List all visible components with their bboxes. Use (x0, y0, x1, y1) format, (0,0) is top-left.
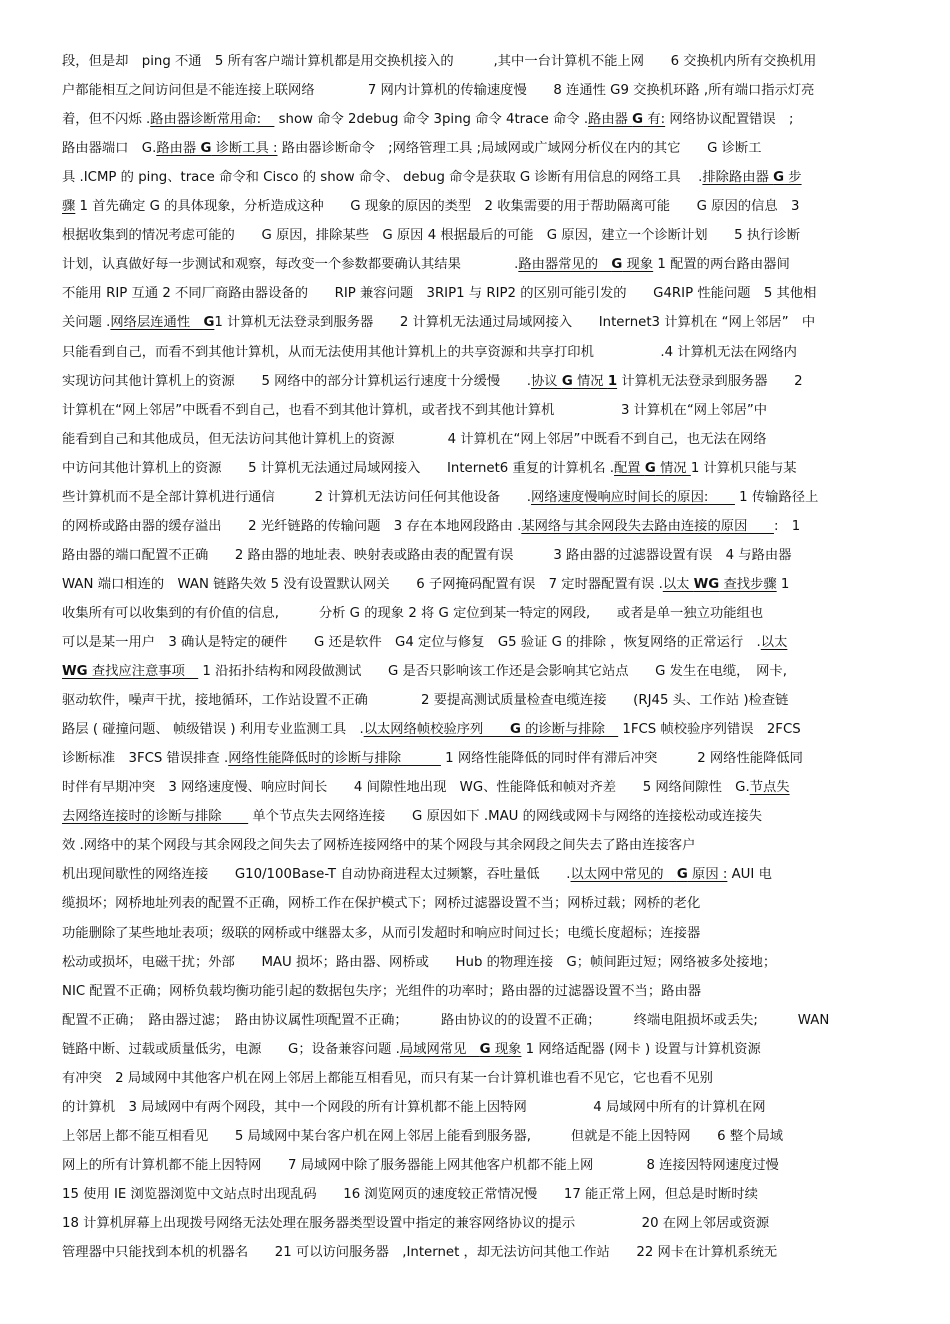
body-text: 具 .ICMP 的 ping、trace 命令和 Cisco 的 show 命令、 debug 命令是获取 G 诊断有用信息的网络工具 . (62, 170, 703, 185)
body-text: show 命令 2debug 命令 3ping 命令 4trace 命令 . (274, 112, 589, 127)
body-text: 1 (776, 577, 790, 592)
text-line (62, 1214, 880, 1234)
text-line (62, 459, 880, 479)
underlined-heading-text: 网络层连通性 (110, 315, 204, 330)
body-text: 路由器的端口配置不正确 2 路由器的地址表、映射表或路由表的配置有误 3 路由器的过滤器设置有误 4 与路由器 (62, 548, 792, 563)
underlined-heading-text: 网络速度慢响应时间长的原因: (531, 490, 735, 505)
text-line (62, 982, 880, 1002)
body-text: 可以是某一用户 3 确认是特定的硬件 G 还是软件 G4 定位与修复 G5 验证 G 的排除 ，恢复网络的正常运行 . (62, 635, 761, 650)
body-text: 时伴有早期冲突 3 网络速度慢、响应时间长 4 间隙性地出现 WG、性能降低和帧对齐差 5 网络间隙性 G. (62, 780, 750, 795)
text-line (62, 1156, 880, 1176)
underlined-heading-text: WG (693, 577, 720, 592)
body-text: 管理器中只能找到本机的机器名 21 可以访问服务器 ,Internet ，却无法访问其他工作站 22 网卡在计算机系统无 (62, 1245, 778, 1260)
body-text: 中访问其他计算机上的资源 5 计算机无法通过局域网接入 Internet6 重复的计算机名 . (62, 461, 615, 476)
text-line (62, 836, 880, 856)
text-line (62, 662, 880, 682)
body-text: 诊断标准 3FCS 错误排查 . (62, 751, 229, 766)
body-text: 关问题 . (62, 315, 111, 330)
body-text: 18 计算机屏幕上出现拨号网络无法处理在服务器类型设置中指定的兼容网络协议的提示 20 在网上邻居或资源 (62, 1216, 770, 1231)
text-line (62, 1127, 880, 1147)
body-text: 1 首先确定 G 的具体现象，分析造成这种 G 现象的原因的类型 2 收集需要的用于帮助隔离可能 G 原因的信息 3 (75, 199, 800, 214)
text-line (62, 488, 880, 508)
body-text: 只能看到自己，而看不到其他计算机，从而无法使用其他计算机上的共享资源和共享打印机 .4 计算机无法在网络内 (62, 345, 797, 360)
underlined-heading-text: 以太网中常见的 (570, 867, 677, 882)
underlined-heading-text: G (479, 1042, 491, 1057)
body-text: 网络协议配置错误 ; (665, 112, 794, 127)
body-text: 效 .网络中的某个网段与其余网段之间失去了网桥连接网络中的某个网段与其余网段之间失去了路由连接客户 (62, 838, 696, 853)
underlined-heading-text: 原因 : (687, 867, 728, 882)
body-text: 驱动软件，噪声干扰，接地循环，工作站设置不正确 2 要提高测试质量检查电缆连接 (RJ45 头、工作站 )检查链 (62, 693, 789, 708)
text-line (62, 865, 880, 885)
underlined-heading-text: G (611, 257, 623, 272)
body-text: 能看到自己和其他成员，但无法访问其他计算机上的资源 4 计算机在“网上邻居”中既看不到自己，也无法在网络 (62, 432, 767, 447)
underlined-heading-text: 查找步骤 (719, 577, 777, 592)
underlined-heading-text: 有: (643, 112, 666, 127)
text-line (62, 110, 880, 130)
text-line (62, 1011, 880, 1031)
underlined-heading-text: 节点失 (749, 780, 790, 795)
underlined-heading-text: 某网络与其余网段失去路由连接的原因 (521, 519, 774, 534)
body-text: 有冲突 2 局域网中其他客户机在网上邻居上都能互相看见，而只有某一台计算机谁也看不见它，它也看不见别 (62, 1071, 713, 1086)
text-line (62, 430, 880, 450)
body-text: 1 计算机无法登录到服务器 2 计算机无法通过局域网接入 Internet3 计算机在 “网上邻居” 中 (214, 315, 816, 330)
underlined-heading-text: 情况 (655, 461, 691, 476)
underlined-heading-text: 1 (607, 374, 618, 389)
text-line (62, 255, 880, 275)
underlined-heading-text: 路由器 (588, 112, 633, 127)
body-text: 的网桥或路由器的缓存溢出 2 光纤链路的传输问题 3 存在本地网段路由 . (62, 519, 522, 534)
underlined-heading-text: 情况 (572, 374, 608, 389)
body-text: 的计算机 3 局域网中有两个网段，其中一个网段的所有计算机都不能上因特网 4 局域网中所有的计算机在网 (62, 1100, 766, 1115)
text-line (62, 924, 880, 944)
underlined-heading-text: 路由器诊断常用命: (150, 112, 275, 127)
text-line (62, 313, 880, 333)
body-text: 网上的所有计算机都不能上因特网 7 局域网中除了服务器能上网其他客户机都不能上网 8 连接因特网速度过慢 (62, 1158, 779, 1173)
underlined-heading-text: G (644, 461, 656, 476)
body-text: AUI 电 (727, 867, 772, 882)
underlined-heading-text: 排除路由器 (702, 170, 774, 185)
body-text: 1 沿拓扑结构和网段做测试 G 是否只影响该工作还是会影响其它站点 G 发生在电缆， 网卡, (198, 664, 787, 679)
body-text: 实现访问其他计算机上的资源 5 网络中的部分计算机运行速度十分缓慢 . (62, 374, 532, 389)
text-line (62, 139, 880, 159)
underlined-heading-text: G (200, 141, 212, 156)
body-text: 计算机在“网上邻居”中既看不到自己，也看不到其他计算机，或者找不到其他计算机 3 计算机在“网上邻居”中 (62, 403, 768, 418)
underlined-heading-text: 现象 (490, 1042, 522, 1057)
underlined-heading-text: 协议 (531, 374, 562, 389)
text-line (62, 1098, 880, 1118)
body-text: 1FCS 帧校验序列错误 2FCS (618, 722, 801, 737)
underlined-heading-text: 诊断工具 : (211, 141, 278, 156)
text-line (62, 81, 880, 101)
underlined-heading-text: 配置 (614, 461, 645, 476)
text-line (62, 52, 880, 72)
underlined-heading-text: 的诊断与排除 (520, 722, 619, 737)
body-text: 收集所有可以收集到的有价值的信息, 分析 G 的现象 2 将 G 定位到某一特定的网段, 或者是单一独立功能组也 (62, 606, 764, 621)
underlined-heading-text: 以太 (662, 577, 694, 592)
body-text: 15 使用 IE 浏览器浏览中文站点时出现乱码 16 浏览网页的速度较正常情况慢 17 能正常上网，但总是时断时续 (62, 1187, 758, 1202)
body-text: 些计算机而不是全部计算机进行通信 2 计算机无法访问任何其他设备 . (62, 490, 532, 505)
text-line (62, 807, 880, 827)
body-text: 不能用 RIP 互通 2 不同厂商路由器设备的 RIP 兼容问题 3RIP1 与 RIP2 的区别可能引发的 G4RIP 性能问题 5 其他相 (62, 286, 817, 301)
underlined-heading-text: 网络性能降低时的诊断与排除 (228, 751, 441, 766)
text-line (62, 168, 880, 188)
text-line (62, 517, 880, 537)
underlined-heading-text: G (676, 867, 688, 882)
body-text: 着，但不闪烁 . (62, 112, 151, 127)
body-text: 计算机无法登录到服务器 2 (617, 374, 803, 389)
text-line (62, 1069, 880, 1089)
underlined-heading-text: 以太 (760, 635, 788, 650)
body-text: 户都能相互之间访问但是不能连接上联网络 7 网内计算机的传输速度慢 8 连通性 G9 交换机环路 ,所有端口指示灯亮 (62, 83, 815, 98)
body-text: NIC 配置不正确；网桥负载均衡功能引起的数据包失序；光组件的功率时；路由器的过滤器设置不当；路由器 (62, 984, 702, 999)
text-line (62, 343, 880, 363)
text-line (62, 691, 880, 711)
text-line (62, 1185, 880, 1205)
body-text: 配置不正确； 路由器过滤； 路由协议属性项配置不正确； 路由协议的的设置不正确； 终端电阻损坏或丢失; WAN (62, 1013, 830, 1028)
text-line (62, 953, 880, 973)
text-line (62, 604, 880, 624)
underlined-heading-text: 去网络连接时的诊断与排除 (62, 809, 249, 824)
underlined-heading-text: 查找应注意事项 (87, 664, 199, 679)
underlined-heading-text: 步 (784, 170, 802, 185)
text-line (62, 633, 880, 653)
text-line (62, 284, 880, 304)
body-text: 功能删除了某些地址表项；级联的网桥或中继器太多，从而引发超时和响应时间过长；电缆长度超标；连接器 (62, 926, 701, 941)
text-line (62, 575, 880, 595)
body-text: 1 配置的两台路由器间 (653, 257, 790, 272)
text-line (62, 372, 880, 392)
underlined-heading-text: 现象 (622, 257, 654, 272)
body-text: 路由器诊断命令 ;网络管理工具 ;局域网或广域网分析仪在内的其它 G 诊断工 (277, 141, 762, 156)
body-text: 1 计算机只能与某 (690, 461, 797, 476)
body-text: 1 传输路径上 (734, 490, 819, 505)
underlined-heading-text: WG (62, 664, 88, 679)
underlined-heading-text: 路由器常见的 (518, 257, 612, 272)
underlined-heading-text: 路由器 (156, 141, 201, 156)
underlined-heading-text: G (632, 112, 644, 127)
text-line (62, 197, 880, 217)
body-text: 单个节点失去网络连接 G 原因如下 .MAU 的网线或网卡与网络的连接松动或连接失 (248, 809, 762, 824)
body-text: 机出现间歇性的网络连接 G10/100Base-T 自动协商进程太过频繁，吞吐量低 . (62, 867, 571, 882)
body-text: 路层 ( 碰撞问题、 帧级错误 ) 利用专业监测工具 . (62, 722, 364, 737)
body-text: 缆损坏；网桥地址列表的配置不正确，网桥工作在保护模式下；网桥过滤器设置不当；网桥过载；网桥的老化 (62, 896, 701, 911)
body-text: 上邻居上都不能互相看见 5 局域网中某台客户机在网上邻居上能看到服务器, 但就是不能上因特网 6 整个局域 (62, 1129, 784, 1144)
text-line (62, 778, 880, 798)
body-text: 段，但是却 ping 不通 5 所有客户端计算机都是用交换机接入的 ,其中一台计算机不能上网 6 交换机内所有交换机用 (62, 54, 817, 69)
body-text: 1 网络适配器 (网卡 ) 设置与计算机资源 (521, 1042, 761, 1057)
underlined-heading-text: G (203, 315, 215, 330)
underlined-heading-text: 骤 (62, 199, 76, 214)
underlined-heading-text: G (561, 374, 573, 389)
underlined-heading-text: 局域网常见 (399, 1042, 480, 1057)
body-text: 1 网络性能降低的同时伴有滞后冲突 2 网络性能降低同 (440, 751, 803, 766)
underlined-heading-text: G (509, 722, 521, 737)
text-line (62, 546, 880, 566)
underlined-heading-text: 以太网络帧校验序列 (363, 722, 510, 737)
text-line (62, 720, 880, 740)
text-line (62, 1243, 880, 1263)
text-line (62, 226, 880, 246)
underlined-heading-text: G (773, 170, 785, 185)
text-line (62, 401, 880, 421)
text-line (62, 749, 880, 769)
body-text: WAN 端口相连的 WAN 链路失效 5 没有设置默认网关 6 子网掩码配置有误 7 定时器配置有误 . (62, 577, 663, 592)
body-text: : 1 (773, 519, 801, 534)
body-text: 路由器端口 G. (62, 141, 157, 156)
body-text: 计划，认真做好每一步测试和观察，每改变一个参数都要确认其结果 . (62, 257, 519, 272)
body-text: 松动或损坏，电磁干扰；外部 MAU 损坏；路由器、网桥或 Hub 的物理连接 G；帧间距过短；网络被多处接地； (62, 955, 777, 970)
text-line (62, 1040, 880, 1060)
body-text: 根据收集到的情况考虑可能的 G 原因，排除某些 G 原因 4 根据最后的可能 G 原因，建立一个诊断计划 5 执行诊断 (62, 228, 801, 243)
body-text: 链路中断、过载或质量低劣，电源 G；设备兼容问题 . (62, 1042, 400, 1057)
text-line (62, 894, 880, 914)
